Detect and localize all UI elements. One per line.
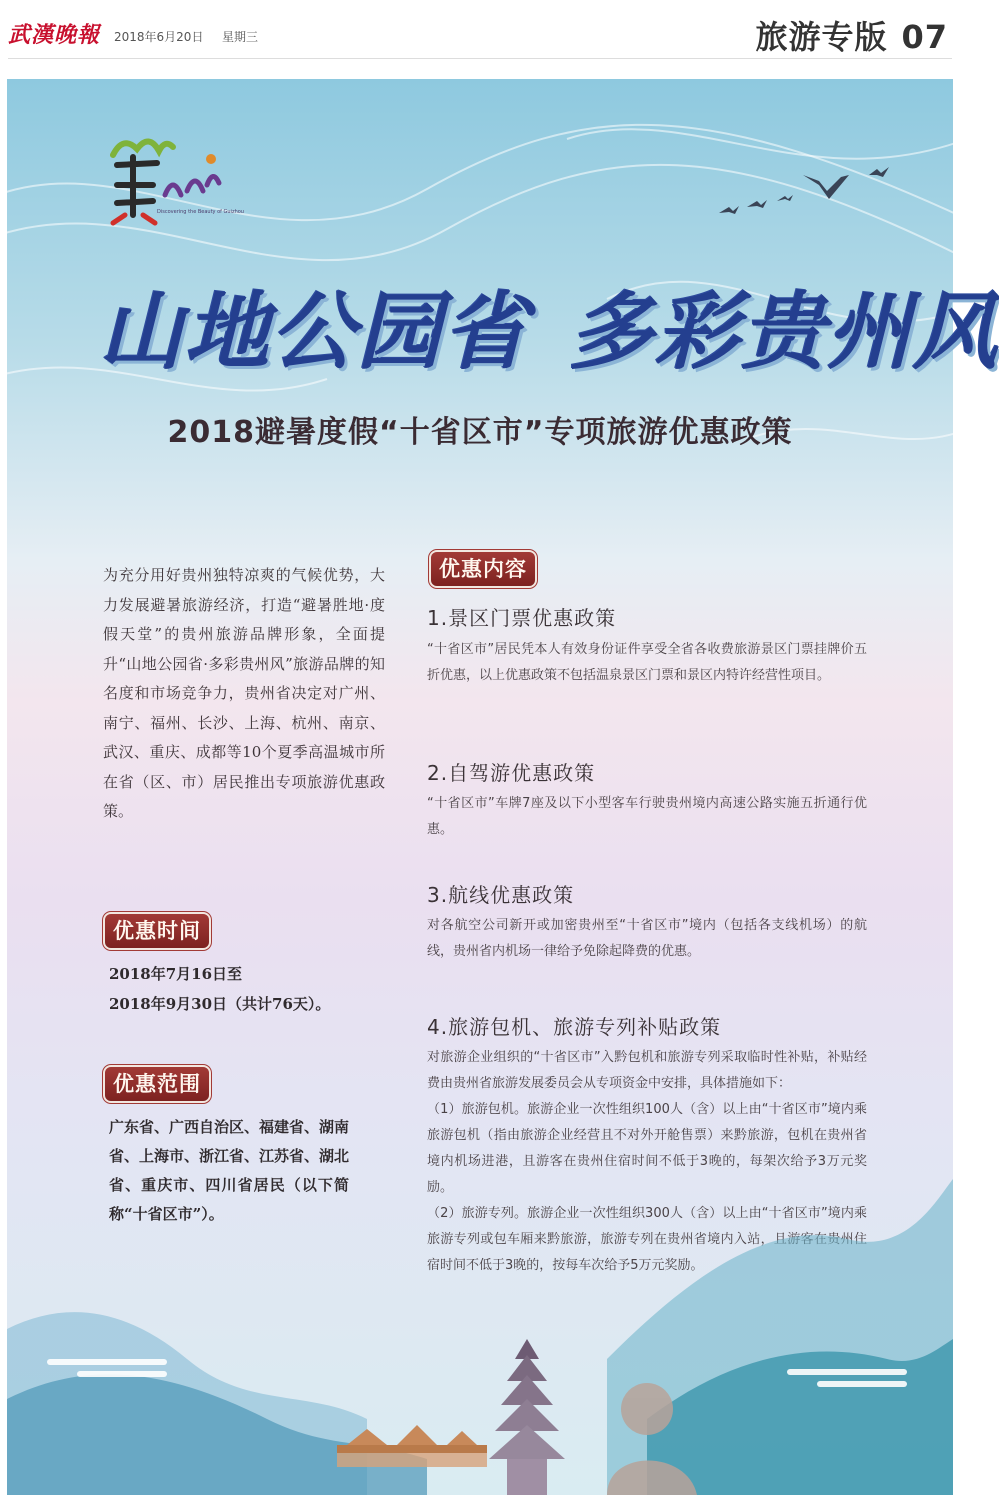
publication-date: 2018年6月20日 [114, 30, 204, 44]
badge-promo-scope: 优惠范围 [105, 1067, 209, 1101]
drum-tower-icon [489, 1339, 565, 1495]
policy-4-item-charter-flight: （1）旅游包机。旅游企业一次性组织100人（含）以上由“十省区市”境内乘旅游包机（指由旅游企业经营且不对外开舱售票）来黔旅游，包机在贵州省境内机场进港，且游客在贵州住宿时间不低于3晚的，每架次给予3万元奖励。 [427, 1102, 867, 1195]
section-title [755, 12, 948, 58]
policy-3-body: 对各航空公司新开或加密贵州至“十省区市”境内（包括各支线机场）的航线，贵州省内机场一律给予免除起降费的优惠。 [427, 918, 867, 959]
newspaper-masthead: 武漢晚報 [8, 22, 101, 48]
publication-weekday: 星期三 [222, 30, 259, 44]
page-number: 07 [901, 18, 948, 56]
promo-time-end: 2018年9月30日（共计76天）。 [109, 995, 331, 1013]
policy-4-intro: 对旅游企业组织的“十省区市”入黔包机和旅游专列采取临时性补贴，补贴经费由贵州省旅游发展委员会从专项资金中安排，具体措施如下： [427, 1050, 867, 1091]
promo-scope-text: 广东省、广西自治区、福建省、湖南省、上海市、浙江省、江苏省、湖北省、重庆市、四川省居民（以下简称“十省区市”）。 [109, 1118, 350, 1223]
policy-4-item-special-train: （2）旅游专列。旅游企业一次性组织300人（含）以上由“十省区市”境内乘旅游专列或包车厢来黔旅游，旅游专列在贵州省境内入站，且游客在贵州住宿时间不低于3晚的，按每车次给予5万元奖励。 [427, 1206, 867, 1273]
policy-4-title: 4.旅游包机、旅游专列补贴政策 [427, 1015, 722, 1039]
promo-time-start: 2018年7月16日至 [109, 965, 243, 983]
poster-headline [99, 265, 999, 386]
page-header [0, 0, 960, 62]
headline-part-2: 多彩贵州风 [569, 282, 999, 381]
poster-subtitle: 2018避暑度假“十省区市”专项旅游优惠政策 [167, 415, 793, 450]
headline-part-1: 山地公园省 [99, 282, 530, 381]
policy-2-title: 2.自驾游优惠政策 [427, 761, 596, 785]
promo-time-text [109, 959, 389, 1019]
policy-1-body: “十省区市”居民凭本人有效身份证件享受全省各收费旅游景区门票挂牌价五折优惠，以上优惠政策不包括温泉景区门票和景区内特许经营性项目。 [427, 642, 867, 683]
poster [7, 79, 999, 1495]
policy-3-title: 3.航线优惠政策 [427, 883, 575, 907]
policy-1-title: 1.景区门票优惠政策 [427, 606, 617, 630]
intro-paragraph: 为充分用好贵州独特凉爽的气候优势，大力发展避暑旅游经济，打造“避暑胜地·度假天堂”的贵州旅游品牌形象，全面提升“山地公园省·多彩贵州风”旅游品牌的知名度和市场竞争力，贵州省决定对广州、南宁、福州、长沙、上海、杭州、南京、武汉、重庆、成都等10个夏季高温城市所在省（区、市）居民推出专项旅游优惠政策。 [103, 566, 385, 820]
header-divider [8, 58, 952, 59]
badge-promo-time: 优惠时间 [105, 914, 209, 948]
section-name: 旅游专版 [755, 18, 888, 56]
badge-promo-content: 优惠内容 [431, 552, 535, 586]
mountain-scenery-illustration [7, 1159, 953, 1495]
logo-tagline: Discovering the Beauty of Guizhou [157, 209, 244, 215]
policy-2-body: “十省区市”车牌7座及以下小型客车行驶贵州境内高速公路实施五折通行优惠。 [427, 796, 867, 837]
